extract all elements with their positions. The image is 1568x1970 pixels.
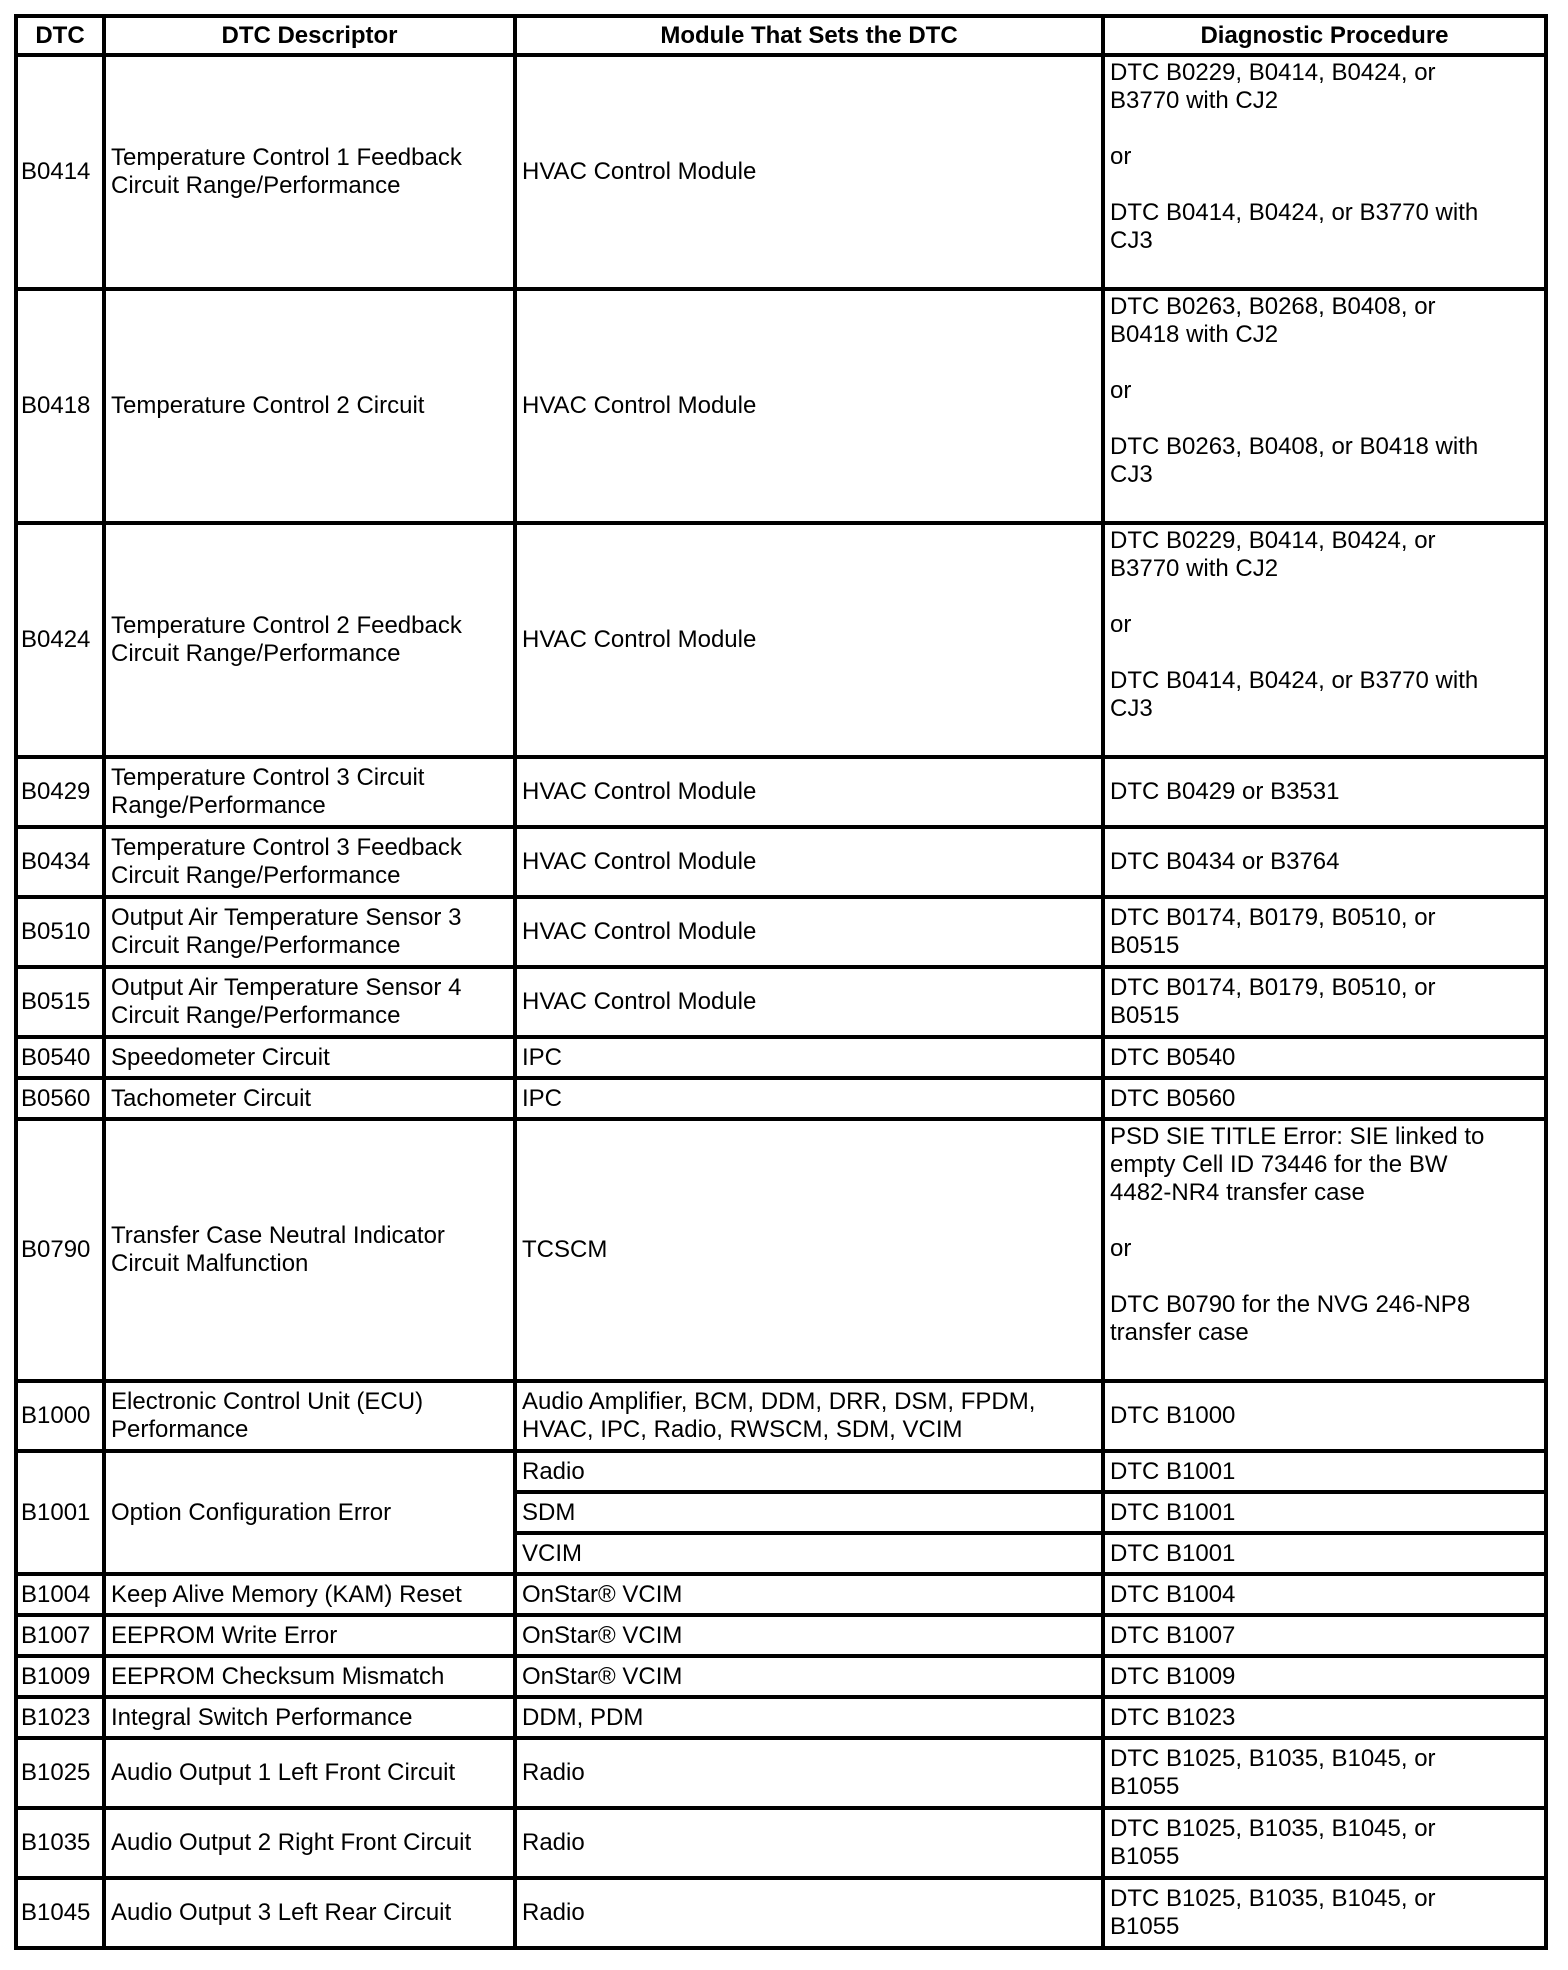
procedure-link[interactable]: DTC B0263, B0268, B0408, or B0418 with CJ2 or DTC B0263, B0408, or B0418 with CJ3 [1103,289,1546,523]
module: HVAC Control Module [515,827,1103,897]
dtc-code: B1009 [16,1656,104,1697]
procedure-link[interactable]: DTC B1025, B1035, B1045, or B1055 [1103,1878,1546,1948]
dtc-descriptor: Temperature Control 1 Feedback Circuit Range/Performance [104,55,515,289]
module: Radio [515,1738,1103,1808]
dtc-code: B0414 [16,55,104,289]
dtc-descriptor: Speedometer Circuit [104,1037,515,1078]
table-row [16,1574,1546,1615]
procedure-link[interactable]: DTC B0560 [1103,1078,1546,1119]
table-row [16,1078,1546,1119]
table-row [16,757,1546,827]
table-row [16,1037,1546,1078]
procedure-link[interactable]: DTC B1001 [1103,1533,1546,1574]
module: IPC [515,1078,1103,1119]
module: VCIM [515,1533,1103,1574]
procedure-link[interactable]: DTC B1001 [1103,1492,1546,1533]
dtc-descriptor: Temperature Control 2 Feedback Circuit Range/Performance [104,523,515,757]
table-row [16,1381,1546,1451]
procedure-link[interactable]: PSD SIE TITLE Error: SIE linked to empty Cell ID 73446 for the BW 4482-NR4 transfer case or DTC B0790 for the NVG 246-NP8 transfer case [1103,1119,1546,1381]
header-descriptor: DTC Descriptor [104,16,515,55]
procedure-link[interactable]: DTC B0174, B0179, B0510, or B0515 [1103,967,1546,1037]
dtc-table [14,14,1548,1950]
table-row [16,1451,1546,1492]
dtc-descriptor: EEPROM Write Error [104,1615,515,1656]
dtc-code: B1025 [16,1738,104,1808]
procedure-link[interactable]: DTC B0434 or B3764 [1103,827,1546,897]
module: IPC [515,1037,1103,1078]
table-row [16,1119,1546,1381]
table-row [16,289,1546,523]
dtc-code: B0418 [16,289,104,523]
procedure-link[interactable]: DTC B1004 [1103,1574,1546,1615]
module: OnStar® VCIM [515,1656,1103,1697]
module: HVAC Control Module [515,897,1103,967]
dtc-code: B0790 [16,1119,104,1381]
procedure-link[interactable]: DTC B1007 [1103,1615,1546,1656]
dtc-descriptor: Keep Alive Memory (KAM) Reset [104,1574,515,1615]
header-procedure: Diagnostic Procedure [1103,16,1546,55]
module: Audio Amplifier, BCM, DDM, DRR, DSM, FPDM, HVAC, IPC, Radio, RWSCM, SDM, VCIM [515,1381,1103,1451]
dtc-code: B0429 [16,757,104,827]
module: Radio [515,1808,1103,1878]
module: HVAC Control Module [515,289,1103,523]
table-row [16,1808,1546,1878]
module: DDM, PDM [515,1697,1103,1738]
module: TCSCM [515,1119,1103,1381]
module: Radio [515,1451,1103,1492]
dtc-descriptor: Tachometer Circuit [104,1078,515,1119]
procedure-link[interactable]: DTC B0429 or B3531 [1103,757,1546,827]
dtc-code: B1045 [16,1878,104,1948]
module: SDM [515,1492,1103,1533]
module: HVAC Control Module [515,523,1103,757]
table-row [16,897,1546,967]
dtc-code: B0434 [16,827,104,897]
dtc-code: B1023 [16,1697,104,1738]
dtc-descriptor: Option Configuration Error [104,1451,515,1574]
dtc-descriptor: Output Air Temperature Sensor 3 Circuit Range/Performance [104,897,515,967]
module: HVAC Control Module [515,55,1103,289]
dtc-descriptor: Audio Output 2 Right Front Circuit [104,1808,515,1878]
dtc-code: B1001 [16,1451,104,1574]
table-row [16,1615,1546,1656]
dtc-code: B1007 [16,1615,104,1656]
dtc-code: B0510 [16,897,104,967]
module: HVAC Control Module [515,757,1103,827]
dtc-descriptor: Audio Output 1 Left Front Circuit [104,1738,515,1808]
table-row [16,1656,1546,1697]
dtc-descriptor: Output Air Temperature Sensor 4 Circuit Range/Performance [104,967,515,1037]
dtc-code: B1000 [16,1381,104,1451]
header-dtc: DTC [16,16,104,55]
module: OnStar® VCIM [515,1574,1103,1615]
header-module: Module That Sets the DTC [515,16,1103,55]
table-row [16,827,1546,897]
dtc-code: B1035 [16,1808,104,1878]
module: Radio [515,1878,1103,1948]
dtc-code: B0515 [16,967,104,1037]
table-row [16,1738,1546,1808]
dtc-descriptor: EEPROM Checksum Mismatch [104,1656,515,1697]
procedure-link[interactable]: DTC B1001 [1103,1451,1546,1492]
procedure-link[interactable]: DTC B0229, B0414, B0424, or B3770 with CJ2 or DTC B0414, B0424, or B3770 with CJ3 [1103,523,1546,757]
dtc-code: B0424 [16,523,104,757]
dtc-descriptor: Temperature Control 3 Circuit Range/Performance [104,757,515,827]
procedure-link[interactable]: DTC B1025, B1035, B1045, or B1055 [1103,1808,1546,1878]
dtc-descriptor: Audio Output 3 Left Rear Circuit [104,1878,515,1948]
table-row [16,1878,1546,1948]
procedure-link[interactable]: DTC B1025, B1035, B1045, or B1055 [1103,1738,1546,1808]
module: OnStar® VCIM [515,1615,1103,1656]
dtc-code: B0560 [16,1078,104,1119]
dtc-descriptor: Temperature Control 2 Circuit [104,289,515,523]
dtc-code: B0540 [16,1037,104,1078]
procedure-link[interactable]: DTC B1009 [1103,1656,1546,1697]
dtc-code: B1004 [16,1574,104,1615]
dtc-descriptor: Electronic Control Unit (ECU) Performance [104,1381,515,1451]
table-row [16,967,1546,1037]
table-row [16,55,1546,289]
table-row [16,1697,1546,1738]
module: HVAC Control Module [515,967,1103,1037]
dtc-descriptor: Temperature Control 3 Feedback Circuit Range/Performance [104,827,515,897]
procedure-link[interactable]: DTC B0174, B0179, B0510, or B0515 [1103,897,1546,967]
table-row [16,523,1546,757]
dtc-descriptor: Transfer Case Neutral Indicator Circuit Malfunction [104,1119,515,1381]
procedure-link[interactable]: DTC B0540 [1103,1037,1546,1078]
header-row [16,16,1546,55]
procedure-link[interactable]: DTC B1023 [1103,1697,1546,1738]
procedure-link[interactable]: DTC B0229, B0414, B0424, or B3770 with CJ2 or DTC B0414, B0424, or B3770 with CJ3 [1103,55,1546,289]
procedure-link[interactable]: DTC B1000 [1103,1381,1546,1451]
dtc-descriptor: Integral Switch Performance [104,1697,515,1738]
